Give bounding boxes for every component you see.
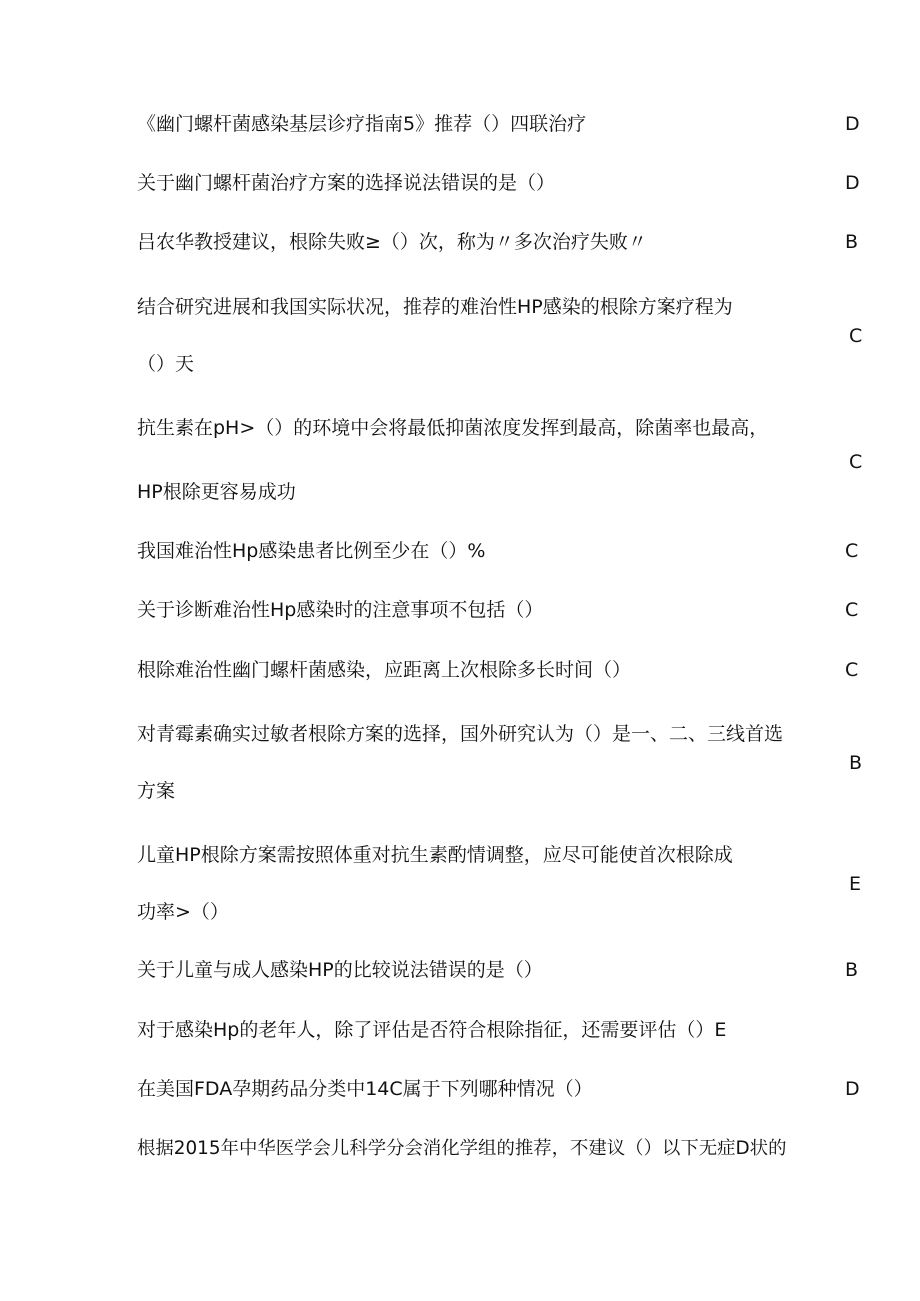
question-text-line-2: 功率>（）: [137, 901, 229, 923]
question-text-line-1: 结合研究进展和我国实际状况，推荐的难治性HP感染的根除方案疗程为: [137, 296, 733, 318]
question-text-line-1: 对青霉素确实过敏者根除方案的选择，国外研究认为（）是一、二、三线首选: [137, 723, 784, 745]
answer-label: C: [849, 451, 863, 473]
answer-label: B: [845, 231, 859, 253]
question-text: 关于诊断难治性Hp感染时的注意事项不包括（）: [137, 599, 544, 621]
answer-label: B: [849, 752, 863, 774]
answer-label: D: [845, 172, 860, 194]
question-text-line-1: 儿童HP根除方案需按照体重对抗生素酌情调整，应尽可能使首次根除成: [137, 844, 733, 866]
question-text: 吕农华教授建议，根除失败≥（）次，称为〃多次治疗失败〃: [137, 231, 647, 253]
question-text: 《幽门螺杆菌感染基层诊疗指南5》推荐（）四联治疗: [137, 113, 587, 135]
question-text: 在美国FDA孕期药品分类中14C属于下列哪种情况（）: [137, 1078, 593, 1100]
question-text: 根据2015年中华医学会儿科学分会消化学组的推荐，不建议（）以下无症D状的: [137, 1138, 787, 1159]
question-text: 关于幽门螺杆菌治疗方案的选择说法错误的是（）: [137, 172, 556, 194]
answer-label: B: [845, 959, 859, 981]
answer-label: C: [849, 325, 863, 347]
question-text-line-2: 方案: [137, 780, 176, 802]
question-text-line-2: HP根除更容易成功: [137, 481, 296, 503]
question-text-line-2: （）天: [137, 353, 195, 375]
answer-label: C: [845, 540, 859, 562]
question-text: 对于感染Hp的老年人，除了评估是否符合根除指征，还需要评估（）E: [137, 1019, 727, 1041]
answer-label: C: [845, 659, 859, 681]
question-text: 根除难治性幽门螺杆菌感染，应距离上次根除多长时间（）: [137, 659, 632, 681]
answer-label: E: [849, 873, 862, 895]
question-text: 关于儿童与成人感染HP的比较说法错误的是（）: [137, 959, 543, 981]
answer-label: C: [845, 599, 859, 621]
question-text-line-1: 抗生素在pH>（）的环境中会将最低抑菌浓度发挥到最高，除菌率也最高，: [137, 417, 769, 439]
answer-label: D: [845, 1078, 860, 1100]
answer-label: D: [845, 113, 860, 135]
question-text: 我国难治性Hp感染患者比例至少在（）%: [137, 540, 486, 562]
